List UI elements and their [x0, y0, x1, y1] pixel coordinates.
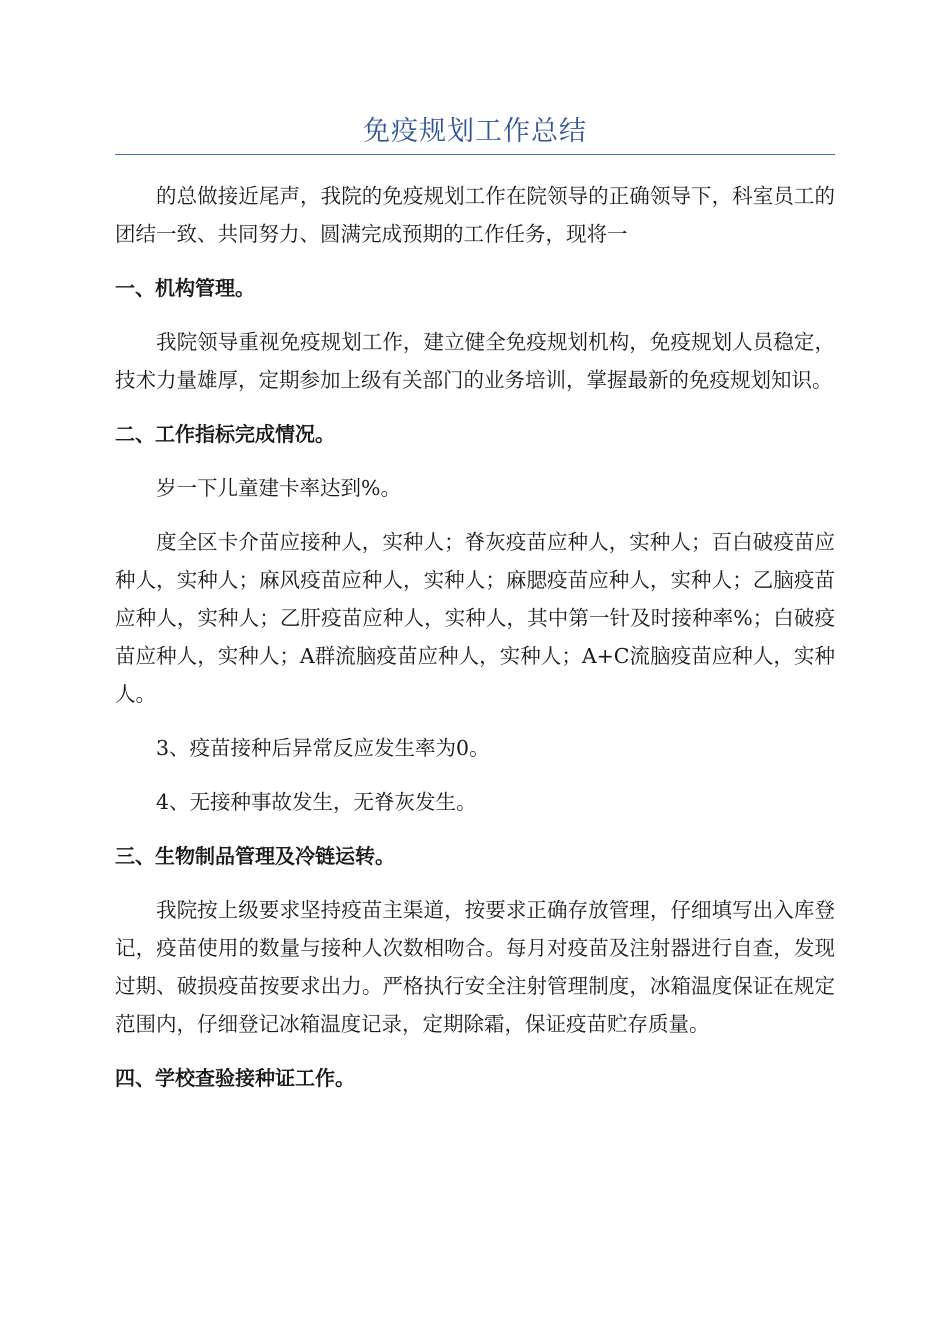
document-page	[115, 112, 835, 1097]
section3-paragraph: 我院按上级要求坚持疫苗主渠道，按要求正确存放管理，仔细填写出入库登记，疫苗使用的数量与接种人次数相吻合。每月对疫苗及注射器进行自查，发现过期、破损疫苗按要求出力。严格执行安全注射管理制度，冰箱温度保证在规定范围内，仔细登记冰箱温度记录，定期除霜，保证疫苗贮存质量。	[115, 898, 835, 1036]
section2-item-3: 3、疫苗接种后异常反应发生率为0。	[156, 736, 490, 760]
section-heading-2: 二、工作指标完成情况。	[115, 422, 335, 446]
intro-paragraph: 的总做接近尾声，我院的免疫规划工作在院领导的正确领导下，科室员工的团结一致、共同努力、圆满完成预期的工作任务，现将一	[115, 184, 835, 246]
section-heading-3: 三、生物制品管理及冷链运转。	[115, 844, 395, 868]
section2-item-1: 岁一下儿童建卡率达到%。	[156, 476, 401, 500]
section1-paragraph: 我院领导重视免疫规划工作，建立健全免疫规划机构，免疫规划人员稳定，技术力量雄厚，定期参加上级有关部门的业务培训，掌握最新的免疫规划知识。	[115, 330, 835, 392]
section-heading-1: 一、机构管理。	[115, 276, 255, 300]
section2-item-2: 度全区卡介苗应接种人，实种人；脊灰疫苗应种人，实种人；百白破疫苗应种人，实种人；麻风疫苗应种人，实种人；麻腮疫苗应种人，实种人；乙脑疫苗应种人，实种人；乙肝疫苗应种人，实种人，其中第一针及时接种率%；白破疫苗应种人，实种人；A群流脑疫苗应种人，实种人；A+C流脑疫苗应种人，实种人。	[115, 530, 835, 706]
section-heading-4: 四、学校查验接种证工作。	[115, 1066, 355, 1090]
page-title: 免疫规划工作总结	[115, 112, 835, 155]
section2-item-4: 4、无接种事故发生，无脊灰发生。	[156, 790, 477, 814]
